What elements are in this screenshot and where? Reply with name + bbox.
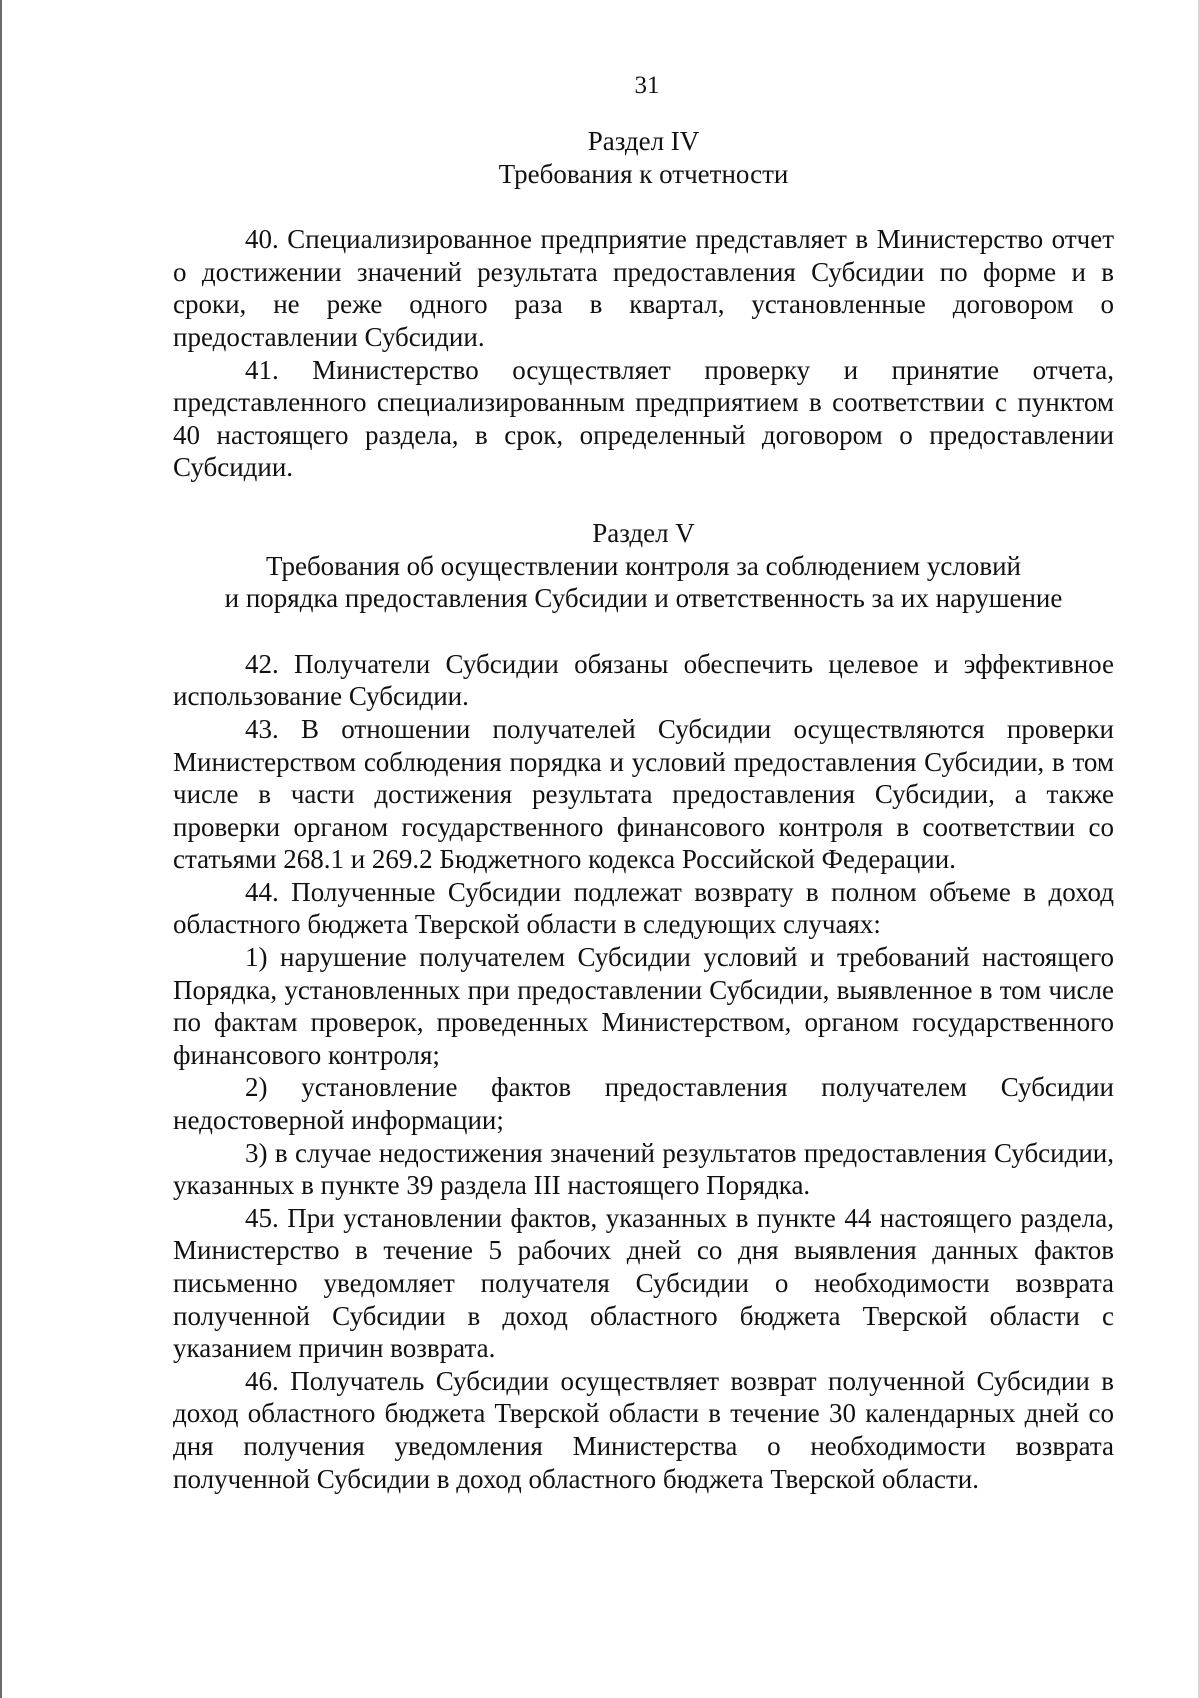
paragraph-42: 42. Получатели Субсидии обязаны обеспечить целевое и эффективное использование Субсидии. [173,648,1114,712]
paragraph-45: 45. При установлении фактов, указанных в пункте 44 настоящего раздела, Министерство в течение 5 рабочих дней со дня выявления данных фактов письменно уведомляет получателя Субсидии о необходимости возврата полученной Субсидии в доход областного бюджета Тверской области с указанием причин возврата. [173,1202,1114,1364]
section-4-heading: Раздел IV [587,126,700,156]
section-4-title: Требования к отчетности [498,158,789,189]
paragraph-40: 40. Специализированное предприятие представляет в Министерство отчет о достижении значений результата предоставления Субсидии по форме и в сроки, не реже одного раза в квартал, установленные договором о предоставлении Субсидии. [173,224,1114,352]
section-5-title-line-2: и порядка предоставления Субсидии и ответственность за их нарушение [224,583,1063,614]
list-item-2: 2) установление фактов предоставления получателем Субсидии недостоверной информации; [173,1072,1114,1136]
section-5-heading: Раздел V [592,517,695,548]
paragraph-44: 44. Полученные Субсидии подлежат возврату в полном объеме в доход областного бюджета Тверской области в следующих случаях: [173,876,1114,940]
list-item-3: 3) в случае недостижения значений результатов предоставления Субсидии, указанных в пункте 39 раздела III настоящего Порядка. [173,1137,1114,1201]
section-5-title-line-1: Требования об осуществлении контроля за соблюдением условий [266,550,1021,581]
section-5 [173,517,1114,1495]
document-body [173,125,1114,1495]
page-number: 31 [634,72,660,99]
section-4 [173,125,1114,484]
paragraph-41: 41. Министерство осуществляет проверку и принятие отчета, представленного специализированным предприятием в соответствии с пунктом 40 настоящего раздела, в срок, определенный договором о предоставлении Субсидии. [173,354,1114,483]
list-item-1: 1) нарушение получателем Субсидии условий и требований настоящего Порядка, установленных при предоставлении Субсидии, выявленное в том числе по фактам проверок, проведенных Министерством, органом государственного финансового контроля; [173,942,1114,1070]
paragraph-43: 43. В отношении получателей Субсидии осуществляются проверки Министерством соблюдения порядка и условий предоставления Субсидии, в том числе в части достижения результата предоставления Субсидии, а также проверки органом государственного финансового контроля в соответствии со статьями 268.1 и 269.2 Бюджетного кодекса Российской Федерации. [173,713,1114,875]
paragraph-46: 46. Получатель Субсидии осуществляет возврат полученной Субсидии в доход областного бюджета Тверской области в течение 30 календарных дней со дня получения уведомления Министерства о необходимости возврата полученной Субсидии в доход областного бюджета Тверской области. [173,1365,1114,1494]
